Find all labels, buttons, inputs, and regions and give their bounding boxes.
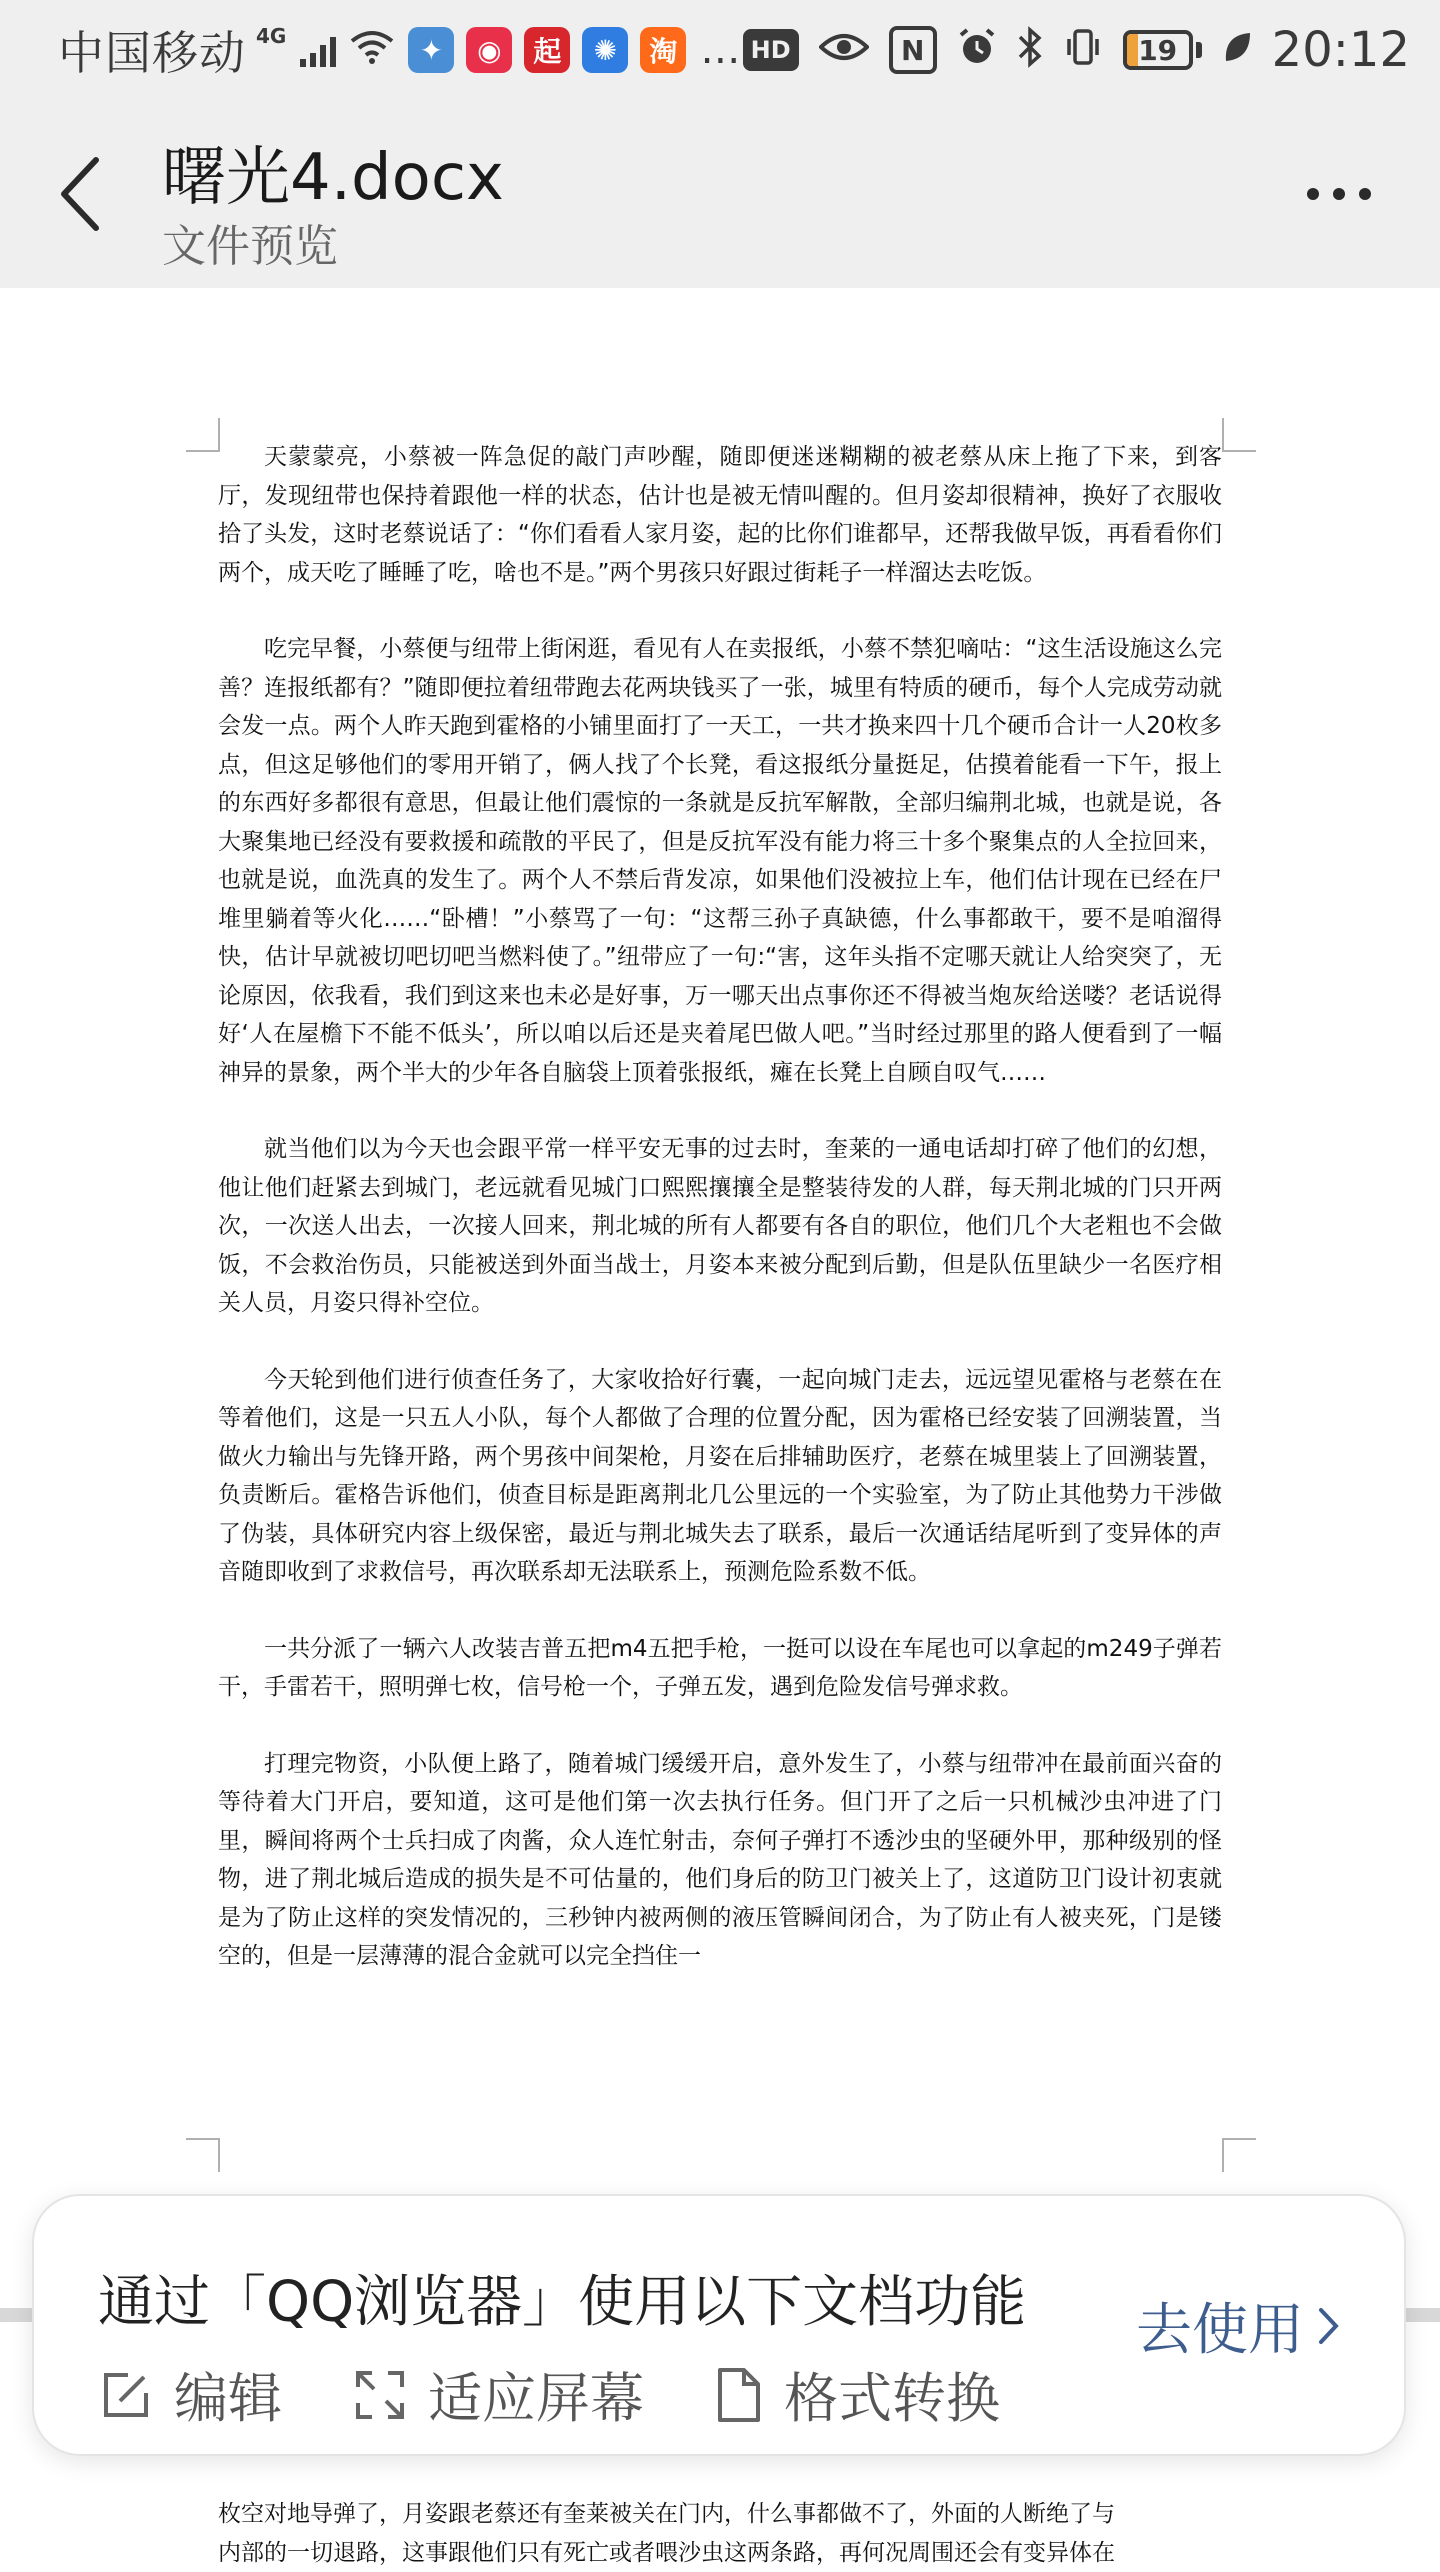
more-dot-icon [1307, 188, 1319, 200]
more-options-button[interactable] [1284, 164, 1394, 224]
edit-action[interactable] [98, 2356, 282, 2433]
more-dot-icon [1333, 188, 1345, 200]
network-type: 4G [256, 24, 286, 48]
format-convert-action[interactable] [714, 2356, 1000, 2433]
document-paragraph: 就当他们以为今天也会跟平常一样平安无事的过去时，奎莱的一通电话却打碎了他们的幻想，他让他们赶紧去到城门，老远就看见城门口熙熙攘攘全是整装待发的人群，每天荆北城的门只开两次，一次送人出去，一次接人回来，荆北城的所有人都要有各自的职位，他们几个大老粗也不会做饭，不会救治伤员，只能被送到外面当战士，月姿本来被分配到后勤，但是队伍里缺少一名医疗相关人员，月姿只得补空位。 [218, 1130, 1222, 1323]
edit-icon [98, 2367, 154, 2423]
document-paragraph: 打理完物资，小队便上路了，随着城门缓缓开启，意外发生了，小蔡与纽带冲在最前面兴奋的等待着大门开启，要知道，这可是他们第一次去执行任务。但门开了之后一只机械沙虫冲进了门里，瞬间将两个士兵扫成了肉酱，众人连忙射击，奈何子弹打不透沙虫的坚硬外甲，那种级别的怪物，进了荆北城后造成的损失是不可估量的，他们身后的防卫门被关上了，这道防卫门设计初衷就是为了防止这样的突发情况的，三秒钟内被两侧的液压管瞬间闭合，为了防止有人被夹死，门是镂空的，但是一层薄薄的混合金就可以完全挡住一 [218, 1745, 1222, 1976]
bluetooth-icon [1017, 26, 1043, 75]
go-use-label: 去使用 [1136, 2286, 1304, 2366]
promo-title: 通过「QQ浏览器」使用以下文档功能 [98, 2258, 1026, 2338]
battery-indicator [1123, 30, 1202, 70]
clock: 20:12 [1272, 22, 1410, 78]
next-page-content [218, 2495, 1222, 2572]
fit-screen-label: 适应屏幕 [428, 2356, 644, 2433]
file-convert-icon [714, 2366, 764, 2424]
document-paragraph: 吃完早餐，小蔡便与纽带上街闲逛，看见有人在卖报纸，小蔡不禁犯嘀咕：“这生活设施这么完善？连报纸都有？”随即便拉着纽带跑去花两块钱买了一张，城里有特质的硬币，每个人完成劳动就会发一点。两个人昨天跑到霍格的小铺里面打了一天工，一共才换来四十几个硬币合计一人20枚多点，但这足够他们的零用开销了，俩人找了个长凳，看这报纸分量挺足，估摸着能看一下午，报上的东西好多都很有意思，但最让他们震惊的一条就是反抗军解散，全部归编荆北城，也就是说，各大聚集地已经没有要救援和疏散的平民了，但是反抗军没有能力将三十多个聚集点的人全拉回来，也就是说，血洗真的发生了。两个人不禁后背发凉，如果他们没被拉上车，他们估计现在已经在尸堆里躺着等火化……“卧槽！”小蔡骂了一句：“这帮三孙子真缺德，什么事都敢干，要不是咱溜得快，估计早就被切吧切吧当燃料使了。”纽带应了一句:“害，这年头指不定哪天就让人给突突了，无论原因，依我看，我们到这来也未必是好事，万一哪天出点事你还不得被当炮灰给送喽？老话说得好‘人在屋檐下不能不低头’，所以咱以后还是夹着尾巴做人吧。”当时经过那里的路人便看到了一幅神异的景象，两个半大的少年各自脑袋上顶着张报纸，瘫在长凳上自顾自叹气…… [218, 630, 1222, 1092]
nfc-icon: N [889, 26, 937, 74]
format-convert-label: 格式转换 [784, 2356, 1000, 2433]
wifi-icon [350, 29, 394, 72]
carrier-label: 中国移动 [58, 17, 246, 83]
back-arrow-icon [58, 156, 102, 232]
document-paragraph: 天蒙蒙亮，小蔡被一阵急促的敲门声吵醒，随即便迷迷糊糊的被老蔡从床上拖了下来，到客厅，发现纽带也保持着跟他一样的状态，估计也是被无情叫醒的。但月姿却很精神，换好了衣服收拾了头发，这时老蔡说话了：“你们看看人家月姿，起的比你们谁都早，还帮我做早饭，再看看你们两个，成天吃了睡睡了吃，啥也不是。”两个男孩只好跟过街耗子一样溜达去吃饭。 [218, 438, 1222, 592]
leaf-icon [1222, 29, 1252, 72]
fit-screen-action[interactable] [352, 2356, 644, 2433]
document-line: 内部的一切退路，这事跟他们只有死亡或者喂沙虫这两条路，再何况周围还会有变异体在 [218, 2534, 1222, 2572]
vibrate-icon [1063, 27, 1103, 74]
go-use-button[interactable] [1136, 2286, 1340, 2366]
page-corner-mark [186, 2138, 220, 2172]
document-paragraph: 今天轮到他们进行侦查任务了，大家收拾好行囊，一起向城门走去，远远望见霍格与老蔡在在等着他们，这是一只五人小队，每个人都做了合理的位置分配，因为霍格已经安装了回溯装置，当做火力输出与先锋开路，两个男孩中间架枪，月姿在后排辅助医疗，老蔡在城里装上了回溯装置，负责断后。霍格告诉他们，侦查目标是距离荆北几公里远的一个实验室，为了防止其他势力干涉做了伪装，具体研究内容上级保密，最近与荆北城失去了联系，最后一次通话结尾听到了变异体的声音随即收到了求救信号，再次联系却无法联系上，预测危险系数不低。 [218, 1361, 1222, 1592]
document-paragraph: 一共分派了一辆六人改装吉普五把m4五把手枪，一挺可以设在车尾也可以拿起的m249子弹若干，手雷若干，照明弹七枚，信号枪一个，子弹五发，遇到危险发信号弹求救。 [218, 1630, 1222, 1707]
bulb-app-icon: ✺ [582, 27, 628, 73]
taobao-app-icon: 淘 [640, 27, 686, 73]
document-subtitle: 文件预览 [162, 210, 338, 274]
chevron-right-icon [1318, 2306, 1340, 2346]
game-app-icon: ✦ [408, 27, 454, 73]
page-corner-mark [1222, 418, 1256, 452]
app-header [0, 100, 1440, 288]
more-dot-icon [1359, 188, 1371, 200]
edit-label: 编辑 [174, 2356, 282, 2433]
signal-icon [300, 33, 336, 67]
qidian-app-icon: 起 [524, 27, 570, 73]
back-button[interactable] [40, 144, 120, 244]
battery-percent: 19 [1138, 34, 1177, 67]
eye-comfort-icon [819, 30, 869, 70]
document-line: 枚空对地导弹了，月姿跟老蔡还有奎莱被关在门内，什么事都做不了，外面的人断绝了与 [218, 2495, 1222, 2534]
more-notifications-icon: … [700, 30, 740, 70]
fit-screen-icon [352, 2367, 408, 2423]
hd-badge: HD [743, 29, 799, 71]
alarm-icon [957, 27, 997, 74]
music-app-icon: ◉ [466, 27, 512, 73]
document-page [218, 438, 1222, 2014]
page-corner-mark [186, 418, 220, 452]
status-bar [0, 0, 1440, 100]
promo-actions [98, 2356, 1000, 2433]
document-title: 曙光4.docx [162, 126, 504, 218]
page-corner-mark [1222, 2138, 1256, 2172]
qq-browser-promo-card [32, 2194, 1406, 2456]
